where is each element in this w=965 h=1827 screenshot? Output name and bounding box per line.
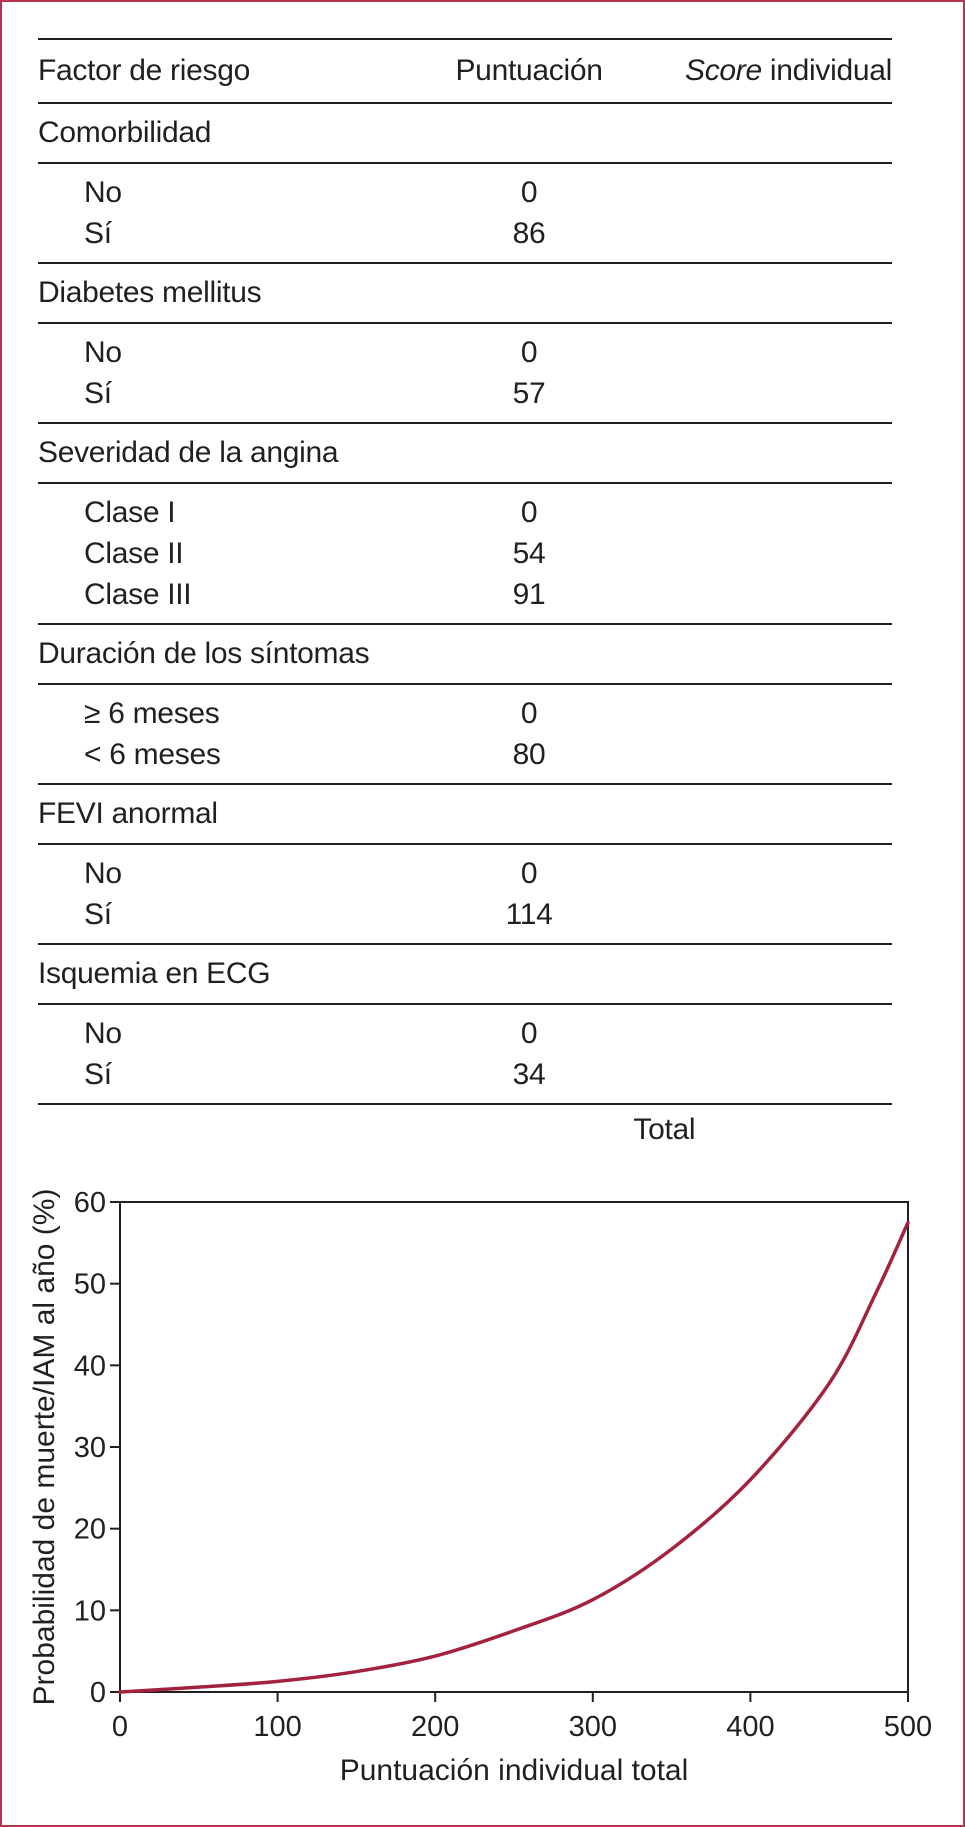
risk-score-table: [38, 38, 892, 1155]
y-tick-label: 60: [73, 1187, 106, 1219]
table-header-row: [38, 39, 892, 103]
item-label: No: [84, 175, 122, 209]
item-points: 0: [520, 856, 538, 890]
header-points: Puntuación: [397, 39, 662, 103]
table-row: [38, 1054, 892, 1104]
item-individual-score: [661, 213, 892, 263]
item-individual-score: [661, 373, 892, 423]
group-label: Diabetes mellitus: [38, 263, 892, 323]
item-label: No: [84, 335, 122, 369]
item-points: 91: [397, 574, 662, 624]
item-label: Sí: [38, 213, 397, 263]
item-individual-score: [661, 323, 892, 373]
item-individual-score: [661, 894, 892, 944]
item-individual-score: [661, 734, 892, 784]
x-tick-label: 0: [111, 1711, 129, 1743]
table-group-row: [38, 624, 892, 684]
table-group-row: [38, 103, 892, 163]
item-points: 0: [520, 696, 538, 730]
item-points: 0: [520, 495, 538, 529]
total-spacer: [38, 1104, 397, 1155]
item-label: Clase I: [84, 495, 176, 529]
item-points: 57: [397, 373, 662, 423]
table-row: [38, 373, 892, 423]
item-points: 54: [512, 536, 546, 570]
table-group-row: [38, 784, 892, 844]
item-individual-score: [661, 483, 892, 533]
table-group-row: [38, 944, 892, 1004]
group-label: FEVI anormal: [38, 784, 892, 844]
header-score-italic: Score: [685, 54, 762, 87]
y-axis-label: Probabilidad de muerte/IAM al año (%): [27, 1188, 61, 1706]
item-points: 0: [520, 1016, 538, 1050]
group-label: Isquemia en ECG: [38, 944, 892, 1004]
table-total-row: [38, 1104, 892, 1155]
item-individual-score: [661, 574, 892, 624]
item-label: Sí: [38, 373, 397, 423]
table-row: [38, 213, 892, 263]
header-individual-word: individual: [761, 54, 892, 87]
x-tick-label: 300: [568, 1711, 617, 1743]
y-tick-label: 0: [89, 1677, 106, 1709]
x-tick-label: 500: [883, 1711, 933, 1743]
item-individual-score: [661, 1004, 892, 1054]
plot-area-frame: [120, 1202, 908, 1692]
table-row: [38, 533, 892, 574]
y-tick-label: 30: [73, 1432, 106, 1464]
item-label: No: [84, 1016, 122, 1050]
y-tick-label: 40: [73, 1350, 106, 1383]
header-factor: Factor de riesgo: [38, 39, 397, 103]
item-label: ≥ 6 meses: [84, 696, 220, 730]
x-axis: [112, 1692, 932, 1743]
x-tick-label: 200: [411, 1711, 460, 1743]
series-line: [120, 1222, 908, 1692]
x-axis-label: Puntuación individual total: [339, 1754, 689, 1787]
item-label: No: [84, 856, 122, 890]
group-label: Comorbilidad: [38, 103, 892, 163]
item-individual-score: [661, 533, 892, 574]
y-tick-label: 10: [73, 1595, 106, 1628]
item-individual-score: [661, 163, 892, 213]
item-individual-score: [661, 1054, 892, 1104]
x-tick-label: 400: [726, 1711, 775, 1743]
item-label: Clase II: [84, 536, 184, 570]
table-row: [38, 574, 892, 624]
item-points: 34: [397, 1054, 662, 1104]
item-points: 0: [520, 175, 538, 209]
item-label: Sí: [38, 894, 397, 944]
table-group-row: [38, 423, 892, 483]
group-label: Severidad de la angina: [38, 423, 892, 483]
risk-score-table-wrapper: [38, 38, 892, 1155]
x-tick-label: 100: [253, 1711, 302, 1743]
item-individual-score: [661, 844, 892, 894]
item-label: Sí: [38, 1054, 397, 1104]
table-row: [38, 844, 892, 894]
item-points: 0: [520, 335, 538, 369]
table-row: [38, 163, 892, 213]
y-tick-label: 20: [73, 1513, 106, 1546]
risk-probability-chart: [2, 1172, 963, 1812]
table-row: [38, 684, 892, 734]
y-tick-label: 50: [73, 1268, 106, 1301]
item-points: 80: [397, 734, 662, 784]
y-axis: [74, 1187, 120, 1709]
item-points: 114: [397, 894, 662, 944]
table-group-row: [38, 263, 892, 323]
table-row: [38, 1004, 892, 1054]
table-row: [38, 323, 892, 373]
total-label: Total: [633, 1113, 696, 1146]
table-row: [38, 483, 892, 533]
item-label: < 6 meses: [38, 734, 397, 784]
item-label: Clase III: [38, 574, 397, 624]
group-label: Duración de los síntomas: [38, 624, 892, 684]
item-individual-score: [661, 684, 892, 734]
item-points: 86: [397, 213, 662, 263]
table-row: [38, 734, 892, 784]
table-row: [38, 894, 892, 944]
header-individual-score: [661, 39, 892, 103]
